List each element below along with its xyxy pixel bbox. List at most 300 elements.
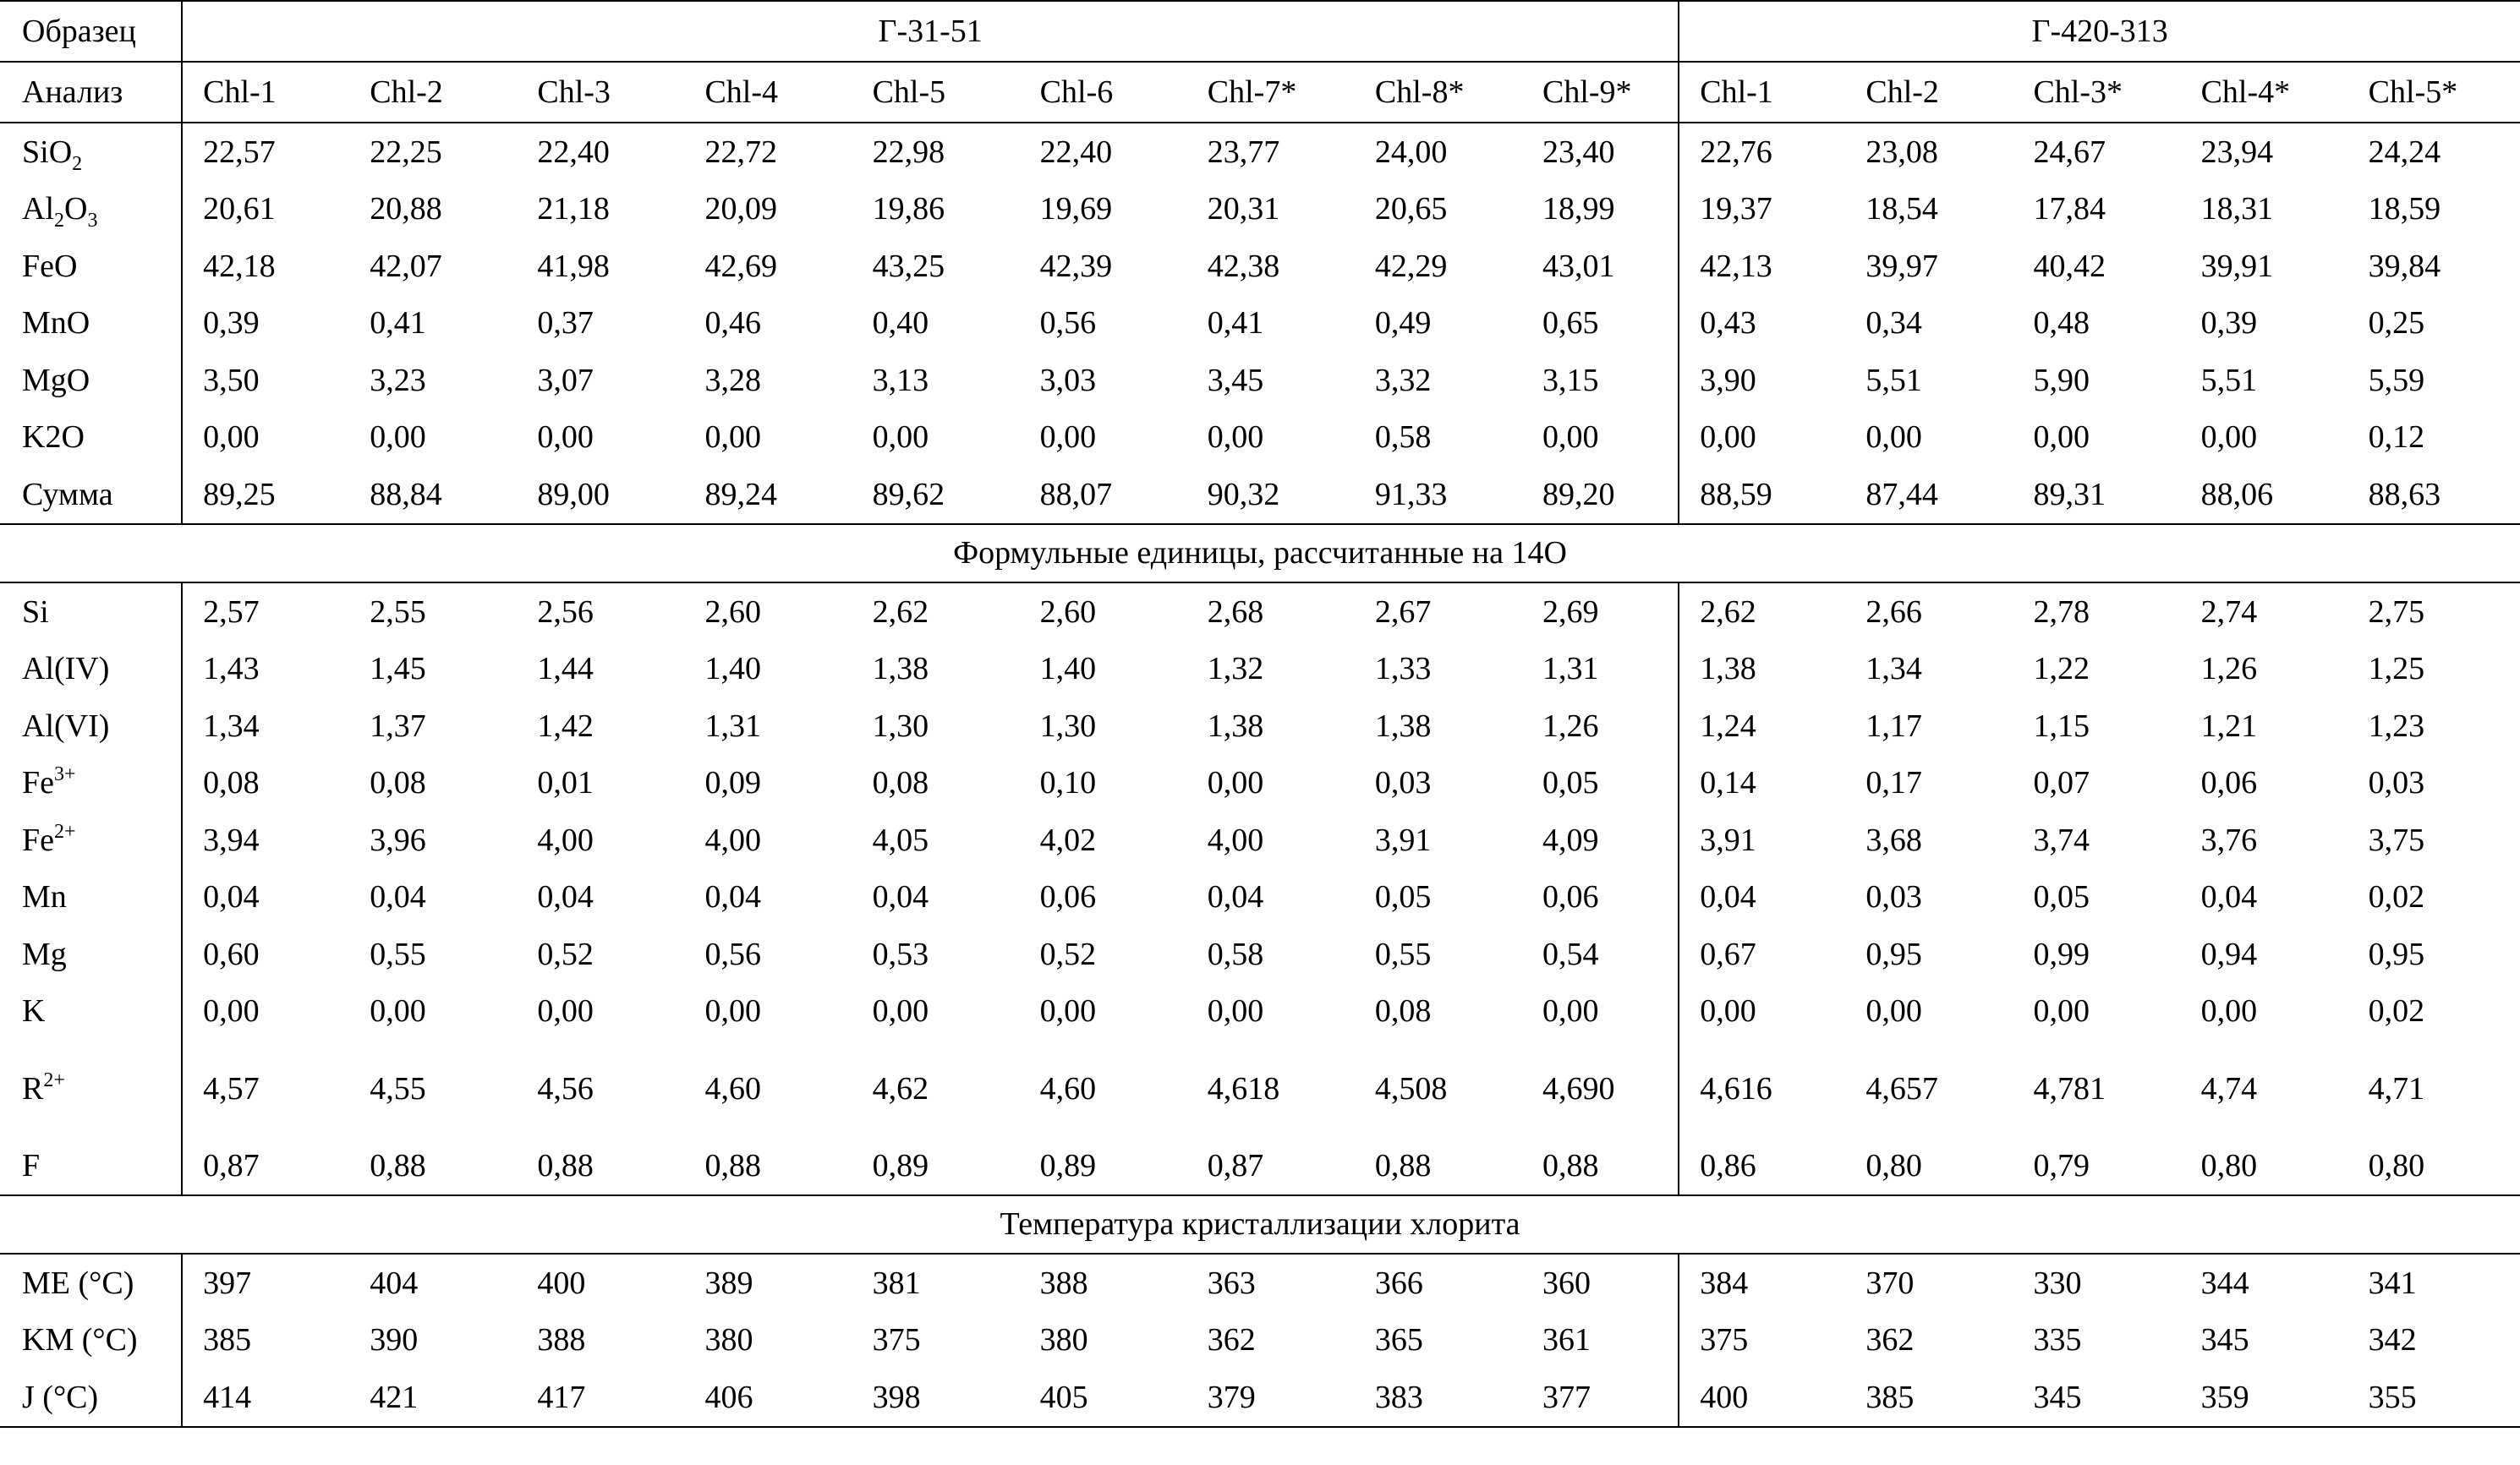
table-cell: 0,00 bbox=[182, 983, 349, 1041]
table-cell: 0,12 bbox=[2368, 419, 2425, 456]
table-cell: 0,00 bbox=[704, 419, 761, 456]
table-cell: 383 bbox=[1355, 1369, 1522, 1427]
table-cell: 22,25 bbox=[349, 123, 517, 181]
table-cell: 0,04 bbox=[872, 879, 929, 916]
analysis-header-row bbox=[0, 62, 2520, 123]
table-cell: 2,60 bbox=[1020, 582, 1187, 641]
table-cell: 1,45 bbox=[370, 651, 426, 687]
table-cell: 345 bbox=[2200, 1322, 2249, 1358]
table-cell: 400 bbox=[1679, 1369, 1845, 1427]
table-cell: 2,67 bbox=[1355, 582, 1522, 641]
table-cell: 355 bbox=[2348, 1369, 2520, 1427]
table-row bbox=[0, 1369, 2520, 1427]
table-cell: 362 bbox=[1865, 1322, 1915, 1358]
table-cell: 370 bbox=[1845, 1254, 2013, 1312]
analysis-name: Chl-6 bbox=[1020, 62, 1187, 123]
table-cell: 20,65 bbox=[1374, 191, 1448, 227]
table-cell: 4,71 bbox=[2368, 1070, 2425, 1107]
table-cell: 379 bbox=[1187, 1369, 1355, 1427]
table-cell: 0,00 bbox=[1542, 993, 1599, 1030]
table-body bbox=[0, 1, 2520, 1427]
table-row bbox=[0, 123, 2520, 181]
table-cell: 0,04 bbox=[1207, 879, 1264, 916]
table-cell: 0,43 bbox=[1679, 295, 1845, 353]
table-cell: 0,88 bbox=[704, 1147, 761, 1183]
table-cell: 0,95 bbox=[1865, 936, 1922, 972]
table-cell: 0,00 bbox=[370, 993, 426, 1030]
table-row bbox=[0, 755, 2520, 812]
row-label-feo: FeO bbox=[22, 248, 78, 284]
table-cell: 5,51 bbox=[1865, 362, 1922, 398]
table-cell: 89,24 bbox=[704, 476, 777, 512]
table-cell: 88,07 bbox=[1039, 476, 1113, 512]
table-cell: 1,30 bbox=[872, 708, 929, 744]
table-cell: 0,88 bbox=[537, 1147, 594, 1183]
table-cell: 1,26 bbox=[1542, 708, 1599, 744]
table-cell: 24,24 bbox=[2348, 123, 2520, 181]
table-row bbox=[0, 1254, 2520, 1312]
table-cell: 18,31 bbox=[2200, 191, 2274, 227]
table-cell: 417 bbox=[517, 1369, 684, 1427]
table-cell: 0,08 bbox=[370, 765, 426, 801]
table-row bbox=[0, 641, 2520, 698]
table-cell: 360 bbox=[1522, 1254, 1679, 1312]
table-cell: 18,54 bbox=[1865, 191, 1938, 227]
table-cell: 0,80 bbox=[1865, 1147, 1922, 1183]
table-cell: 4,09 bbox=[1542, 822, 1599, 858]
table-cell: 4,00 bbox=[537, 822, 594, 858]
table-cell: 3,32 bbox=[1374, 362, 1432, 398]
table-cell: 0,87 bbox=[182, 1137, 349, 1195]
table-cell: 3,03 bbox=[1039, 362, 1097, 398]
table-cell: 42,18 bbox=[182, 238, 349, 295]
table-cell: 3,76 bbox=[2200, 822, 2258, 858]
analysis-name: Chl-1 bbox=[182, 62, 349, 123]
table-cell: 1,37 bbox=[370, 708, 426, 744]
table-cell: 0,05 bbox=[1374, 879, 1432, 916]
table-cell: 390 bbox=[370, 1322, 419, 1358]
table-cell: 0,00 bbox=[2200, 993, 2258, 1030]
table-cell: 0,17 bbox=[1865, 765, 1922, 801]
table-cell: 88,59 bbox=[1679, 466, 1845, 524]
table-cell: 5,51 bbox=[2200, 362, 2258, 398]
table-cell: 421 bbox=[349, 1369, 517, 1427]
row-label-r2plus: $R^{2+}$ bbox=[22, 1069, 65, 1107]
table-cell: 0,04 bbox=[537, 879, 594, 916]
table-cell: 0,04 bbox=[370, 879, 426, 916]
table-cell: 1,24 bbox=[1679, 697, 1845, 755]
table-cell: 404 bbox=[349, 1254, 517, 1312]
table-cell: 400 bbox=[517, 1254, 684, 1312]
table-cell: 41,98 bbox=[537, 248, 610, 284]
table-cell: 2,62 bbox=[1679, 582, 1845, 641]
table-cell: 365 bbox=[1374, 1322, 1423, 1358]
table-cell: 1,17 bbox=[1865, 708, 1922, 744]
analysis-name: Chl-1 bbox=[1679, 62, 1845, 123]
table-cell: 89,20 bbox=[1542, 476, 1615, 512]
table-cell: 22,40 bbox=[517, 123, 684, 181]
table-cell: 0,03 bbox=[1865, 879, 1922, 916]
sample-header-row bbox=[0, 1, 2520, 62]
table-cell: 0,03 bbox=[1374, 765, 1432, 801]
table-cell: 1,33 bbox=[1374, 651, 1432, 687]
table-cell: 39,84 bbox=[2368, 248, 2441, 284]
analysis-name: Chl-5* bbox=[2348, 62, 2520, 123]
table-cell: 0,02 bbox=[2368, 993, 2425, 1030]
table-cell: 0,00 bbox=[1542, 419, 1599, 456]
table-cell: 362 bbox=[1207, 1322, 1256, 1358]
table-cell: 3,50 bbox=[182, 352, 349, 409]
table-cell: 0,06 bbox=[1039, 879, 1097, 916]
table-cell: 0,06 bbox=[2200, 765, 2258, 801]
table-cell: 1,44 bbox=[537, 651, 594, 687]
table-cell: 359 bbox=[2181, 1369, 2348, 1427]
formula-section-title-row bbox=[0, 524, 2520, 583]
table-cell: 3,96 bbox=[370, 822, 426, 858]
table-cell: 89,31 bbox=[2033, 476, 2106, 512]
table-cell: 0,54 bbox=[1542, 936, 1599, 972]
table-cell: 4,781 bbox=[2033, 1070, 2106, 1107]
table-cell: 342 bbox=[2368, 1322, 2417, 1358]
formula-section-title: Формульные единицы, рассчитанные на 14О bbox=[0, 524, 2520, 583]
table-cell: 0,95 bbox=[2368, 936, 2425, 972]
table-cell: 4,55 bbox=[370, 1070, 426, 1107]
table-cell: 3,45 bbox=[1207, 362, 1264, 398]
table-cell: 1,23 bbox=[2368, 708, 2425, 744]
table-cell: 2,57 bbox=[182, 582, 349, 641]
table-cell: 1,38 bbox=[1679, 641, 1845, 698]
table-cell: 2,69 bbox=[1522, 582, 1679, 641]
table-cell: 0,00 bbox=[537, 993, 594, 1030]
temperature-section-title: Температура кристаллизации хлорита bbox=[0, 1195, 2520, 1255]
table-cell: 42,07 bbox=[370, 248, 442, 284]
table-cell: 0,25 bbox=[2368, 305, 2425, 342]
table-cell: 0,87 bbox=[1207, 1147, 1264, 1183]
table-cell: 3,68 bbox=[1865, 822, 1922, 858]
table-cell: 0,00 bbox=[1679, 983, 1845, 1041]
table-cell: 0,55 bbox=[370, 936, 426, 972]
table-cell: 1,42 bbox=[537, 708, 594, 744]
table-row bbox=[0, 582, 2520, 641]
table-cell: 19,37 bbox=[1679, 181, 1845, 238]
table-cell: 1,31 bbox=[1542, 651, 1599, 687]
table-row bbox=[0, 926, 2520, 983]
table-cell: 0,08 bbox=[1374, 993, 1432, 1030]
table-cell: 1,32 bbox=[1207, 651, 1264, 687]
table-cell: 0,88 bbox=[1542, 1147, 1599, 1183]
table-cell: 0,94 bbox=[2200, 936, 2258, 972]
table-cell: 0,00 bbox=[182, 409, 349, 467]
table-cell: 1,38 bbox=[872, 651, 929, 687]
table-cell: 89,00 bbox=[537, 476, 610, 512]
table-cell: 363 bbox=[1187, 1254, 1355, 1312]
table-cell: 3,91 bbox=[1679, 812, 1845, 869]
table-cell: 2,78 bbox=[2013, 582, 2180, 641]
table-cell: 1,43 bbox=[182, 641, 349, 698]
table-cell: 0,99 bbox=[2033, 936, 2090, 972]
table-cell: 88,84 bbox=[370, 476, 442, 512]
table-cell: 22,76 bbox=[1679, 123, 1845, 181]
table-cell: 4,00 bbox=[1207, 822, 1264, 858]
table-cell: 17,84 bbox=[2033, 191, 2106, 227]
table-cell: 4,60 bbox=[704, 1070, 761, 1107]
table-cell: 0,41 bbox=[1207, 305, 1264, 342]
table-cell: 0,10 bbox=[1039, 765, 1097, 801]
table-cell: 42,69 bbox=[704, 248, 777, 284]
table-cell: 0,88 bbox=[1374, 1147, 1432, 1183]
table-cell: 0,00 bbox=[1865, 419, 1922, 456]
row-label-mno: MnO bbox=[22, 305, 90, 342]
table-cell: 2,75 bbox=[2348, 582, 2520, 641]
table-cell: 88,63 bbox=[2368, 476, 2441, 512]
table-cell: 23,77 bbox=[1187, 123, 1355, 181]
table-cell: 0,14 bbox=[1679, 755, 1845, 812]
table-cell: 0,00 bbox=[1679, 409, 1845, 467]
table-cell: 397 bbox=[182, 1254, 349, 1312]
table-cell: 1,31 bbox=[704, 708, 761, 744]
table-cell: 3,28 bbox=[704, 362, 761, 398]
table-cell: 380 bbox=[704, 1322, 753, 1358]
table-cell: 2,56 bbox=[517, 582, 684, 641]
row-label-mgo: MgO bbox=[22, 362, 90, 398]
table-cell: 341 bbox=[2348, 1254, 2520, 1312]
table-cell: 0,79 bbox=[2033, 1147, 2090, 1183]
table-cell: 3,23 bbox=[370, 362, 426, 398]
table-row bbox=[0, 869, 2520, 927]
table-cell: 0,89 bbox=[872, 1147, 929, 1183]
table-cell: 23,40 bbox=[1522, 123, 1679, 181]
table-cell: 39,97 bbox=[1865, 248, 1938, 284]
table-cell: 22,40 bbox=[1020, 123, 1187, 181]
table-cell: 39,91 bbox=[2200, 248, 2274, 284]
table-cell: 42,39 bbox=[1039, 248, 1113, 284]
table-cell: 0,00 bbox=[2200, 419, 2258, 456]
table-cell: 91,33 bbox=[1374, 476, 1448, 512]
table-cell: 1,30 bbox=[1039, 708, 1097, 744]
table-cell: 1,25 bbox=[2368, 651, 2425, 687]
analysis-name: Chl-8* bbox=[1355, 62, 1522, 123]
table-cell: 5,90 bbox=[2033, 362, 2090, 398]
table-cell: 4,62 bbox=[872, 1070, 929, 1107]
table-cell: 385 bbox=[182, 1312, 349, 1369]
table-cell: 0,39 bbox=[182, 295, 349, 353]
table-cell: 388 bbox=[537, 1322, 586, 1358]
table-cell: 1,34 bbox=[182, 697, 349, 755]
table-cell: 89,25 bbox=[182, 466, 349, 524]
row-label-f: F bbox=[22, 1147, 41, 1183]
row-label-k2o: K2O bbox=[22, 419, 85, 456]
table-cell: 0,49 bbox=[1374, 305, 1432, 342]
table-cell: 366 bbox=[1355, 1254, 1522, 1312]
table-row bbox=[0, 352, 2520, 409]
table-cell: 0,00 bbox=[537, 419, 594, 456]
table-cell: 0,55 bbox=[1374, 936, 1432, 972]
table-cell: 1,40 bbox=[1039, 651, 1097, 687]
table-cell: 414 bbox=[182, 1369, 349, 1427]
table-cell: 1,38 bbox=[1374, 708, 1432, 744]
table-cell: 361 bbox=[1542, 1322, 1591, 1358]
table-cell: 384 bbox=[1679, 1254, 1845, 1312]
analysis-name: Chl-2 bbox=[349, 62, 517, 123]
table-cell: 23,08 bbox=[1845, 123, 2013, 181]
table-cell: 0,80 bbox=[2200, 1147, 2258, 1183]
table-cell: 0,04 bbox=[182, 869, 349, 927]
table-cell: 22,98 bbox=[852, 123, 1020, 181]
table-cell: 4,657 bbox=[1865, 1070, 1938, 1107]
table-cell: 0,03 bbox=[2368, 765, 2425, 801]
table-cell: 381 bbox=[852, 1254, 1020, 1312]
table-cell: 1,34 bbox=[1865, 651, 1922, 687]
table-cell: 4,57 bbox=[182, 1040, 349, 1137]
table-cell: 0,00 bbox=[2033, 993, 2090, 1030]
analysis-name: Chl-3* bbox=[2013, 62, 2180, 123]
table-cell: 3,74 bbox=[2033, 822, 2090, 858]
table-cell: 1,15 bbox=[2033, 708, 2090, 744]
table-cell: 0,02 bbox=[2368, 879, 2425, 916]
table-cell: 0,56 bbox=[704, 936, 761, 972]
table-cell: 345 bbox=[2013, 1369, 2180, 1427]
table-row bbox=[0, 181, 2520, 238]
table-cell: 0,41 bbox=[370, 305, 426, 342]
table-cell: 335 bbox=[2033, 1322, 2082, 1358]
table-cell: 0,01 bbox=[537, 765, 594, 801]
table-cell: 0,00 bbox=[2033, 419, 2090, 456]
table-cell: 87,44 bbox=[1865, 476, 1938, 512]
table-cell: 3,90 bbox=[1679, 352, 1845, 409]
table-cell: 20,09 bbox=[704, 191, 777, 227]
table-cell: 22,57 bbox=[182, 123, 349, 181]
table-cell: 88,06 bbox=[2200, 476, 2274, 512]
row-label-me-c: ME (°C) bbox=[0, 1254, 182, 1312]
analysis-name: Chl-3 bbox=[517, 62, 684, 123]
table-cell: 4,56 bbox=[537, 1070, 594, 1107]
table-cell: 0,67 bbox=[1679, 926, 1845, 983]
table-cell: 2,68 bbox=[1187, 582, 1355, 641]
table-cell: 22,72 bbox=[684, 123, 852, 181]
table-cell: 1,21 bbox=[2200, 708, 2258, 744]
row-label-al-iv: Al(IV) bbox=[22, 651, 110, 687]
table-row bbox=[0, 238, 2520, 295]
table-cell: 4,618 bbox=[1207, 1070, 1280, 1107]
table-cell: 0,00 bbox=[1207, 765, 1264, 801]
group-header-g420-313: Г-420-313 bbox=[1679, 1, 2520, 62]
table-cell: 385 bbox=[1845, 1369, 2013, 1427]
table-cell: 0,52 bbox=[537, 936, 594, 972]
table-cell: 21,18 bbox=[537, 191, 610, 227]
analysis-name: Chl-2 bbox=[1845, 62, 2013, 123]
table-cell: 0,56 bbox=[1039, 305, 1097, 342]
table-cell: 1,22 bbox=[2033, 651, 2090, 687]
table-cell: 3,15 bbox=[1542, 362, 1599, 398]
table-cell: 3,94 bbox=[182, 812, 349, 869]
table-cell: 0,00 bbox=[704, 993, 761, 1030]
table-cell: 24,00 bbox=[1355, 123, 1522, 181]
table-cell: 0,00 bbox=[1865, 993, 1922, 1030]
table-cell: 4,74 bbox=[2200, 1070, 2258, 1107]
table-row bbox=[0, 409, 2520, 467]
table-cell: 5,59 bbox=[2368, 362, 2425, 398]
table-cell: 0,37 bbox=[537, 305, 594, 342]
table-cell: 0,09 bbox=[704, 765, 761, 801]
table-cell: 4,690 bbox=[1542, 1070, 1615, 1107]
table-cell: 0,08 bbox=[872, 765, 929, 801]
table-cell: 0,34 bbox=[1865, 305, 1922, 342]
table-cell: 4,508 bbox=[1374, 1070, 1448, 1107]
table-cell: 0,00 bbox=[872, 419, 929, 456]
table-cell: 0,80 bbox=[2368, 1147, 2425, 1183]
row-label-mn: Mn bbox=[22, 879, 67, 916]
table-cell: 23,94 bbox=[2181, 123, 2348, 181]
table-row bbox=[0, 1040, 2520, 1137]
table-cell: 20,31 bbox=[1207, 191, 1280, 227]
row-label-al2o3: $Al_2O_3$ bbox=[22, 191, 98, 232]
row-label-mg: Mg bbox=[22, 936, 67, 972]
analysis-label: Анализ bbox=[0, 62, 182, 123]
table-cell: 2,62 bbox=[852, 582, 1020, 641]
table-cell: 89,62 bbox=[872, 476, 945, 512]
table-cell: 0,06 bbox=[1542, 879, 1599, 916]
table-cell: 2,55 bbox=[349, 582, 517, 641]
table-cell: 90,32 bbox=[1207, 476, 1280, 512]
table-cell: 2,74 bbox=[2181, 582, 2348, 641]
table-cell: 377 bbox=[1522, 1369, 1679, 1427]
table-cell: 42,29 bbox=[1374, 248, 1448, 284]
table-cell: 0,65 bbox=[1542, 305, 1599, 342]
table-cell: 0,04 bbox=[1679, 869, 1845, 927]
table-cell: 405 bbox=[1020, 1369, 1187, 1427]
table-row bbox=[0, 812, 2520, 869]
analysis-name: Chl-7* bbox=[1187, 62, 1355, 123]
table-cell: 380 bbox=[1039, 1322, 1088, 1358]
row-label-km-c: KM (°C) bbox=[22, 1322, 138, 1358]
table-cell: 20,61 bbox=[182, 181, 349, 238]
table-cell: 4,05 bbox=[872, 822, 929, 858]
table-cell: 0,00 bbox=[872, 993, 929, 1030]
row-label-sio2: SiO$_2$ bbox=[0, 123, 182, 181]
table-cell: 1,26 bbox=[2200, 651, 2258, 687]
table-row bbox=[0, 697, 2520, 755]
table-cell: 0,00 bbox=[1039, 419, 1097, 456]
table-cell: 40,42 bbox=[2033, 248, 2106, 284]
table-cell: 42,38 bbox=[1207, 248, 1280, 284]
analysis-name: Chl-9* bbox=[1522, 62, 1679, 123]
table-cell: 0,05 bbox=[1542, 765, 1599, 801]
row-label-fe2plus: $Fe^{2+}$ bbox=[22, 820, 76, 858]
table-cell: 0,46 bbox=[704, 305, 761, 342]
table-cell: 3,07 bbox=[537, 362, 594, 398]
table-cell: 0,88 bbox=[370, 1147, 426, 1183]
table-cell: 2,66 bbox=[1845, 582, 2013, 641]
table-cell: 2,60 bbox=[684, 582, 852, 641]
table-cell: 330 bbox=[2013, 1254, 2180, 1312]
temperature-section-title-row bbox=[0, 1195, 2520, 1255]
sample-label: Образец bbox=[0, 1, 182, 62]
group-header-g31-51: Г-31-51 bbox=[182, 1, 1679, 62]
table-cell: 0,07 bbox=[2033, 765, 2090, 801]
row-label-si: Si bbox=[0, 582, 182, 641]
table-cell: 0,53 bbox=[872, 936, 929, 972]
table-cell: 388 bbox=[1020, 1254, 1187, 1312]
table-cell: 43,25 bbox=[872, 248, 945, 284]
table-cell: 375 bbox=[872, 1322, 921, 1358]
table-cell: 389 bbox=[684, 1254, 852, 1312]
table-cell: 0,05 bbox=[2033, 879, 2090, 916]
table-row bbox=[0, 1137, 2520, 1195]
table-row bbox=[0, 466, 2520, 524]
table-cell: 0,86 bbox=[1679, 1137, 1845, 1195]
table-cell: 4,02 bbox=[1039, 822, 1097, 858]
table-cell: 0,04 bbox=[2200, 879, 2258, 916]
